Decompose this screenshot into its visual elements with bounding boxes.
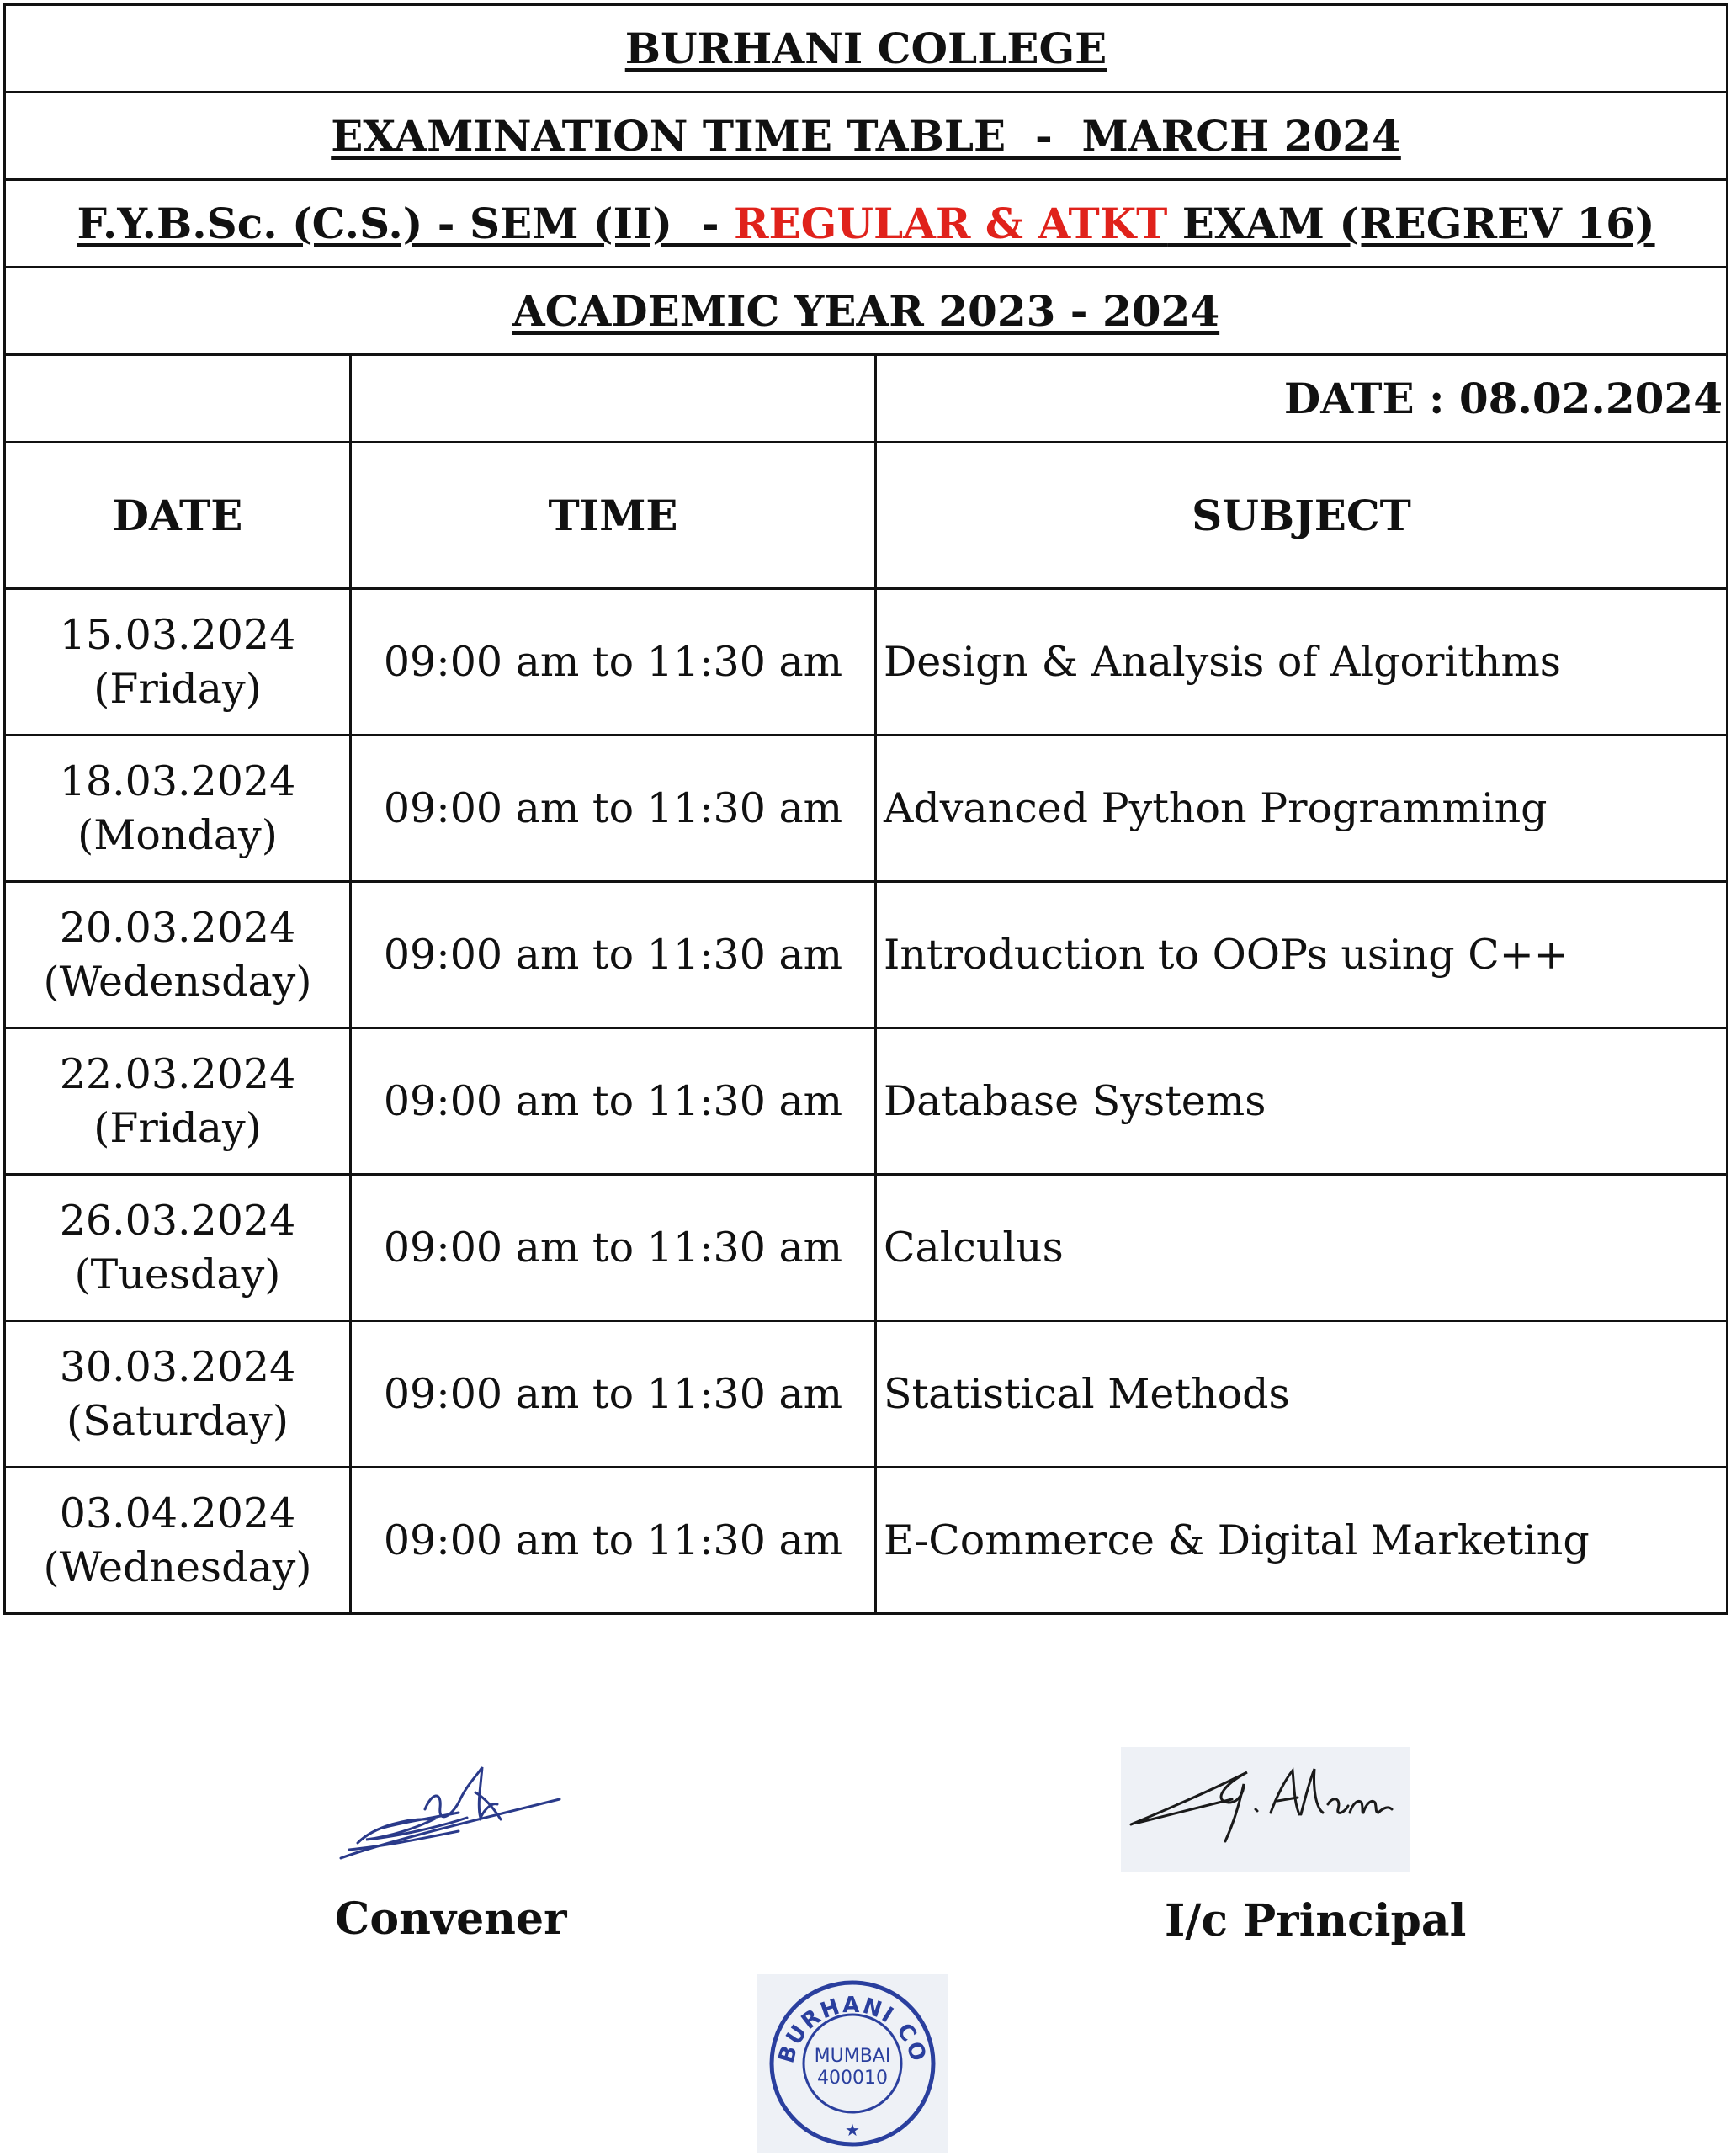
seal-pin: 400010	[817, 2068, 888, 2089]
exam-subject: Design & Analysis of Algorithms	[876, 589, 1728, 735]
exam-date: 18.03.2024	[59, 757, 296, 805]
exam-day: (Friday)	[93, 664, 262, 713]
table-row	[5, 1468, 1728, 1614]
academic-year: ACADEMIC YEAR 2023 - 2024	[5, 268, 1728, 355]
timetable	[3, 3, 1728, 1615]
exam-date: 30.03.2024	[59, 1342, 296, 1391]
exam-day: (Wedensday)	[43, 957, 312, 1006]
seal-star-icon: ★	[845, 2120, 860, 2140]
college-seal	[757, 1974, 948, 2153]
seal-city: MUMBAI	[814, 2046, 891, 2067]
exam-title: EXAMINATION TIME TABLE - MARCH 2024	[5, 93, 1728, 180]
exam-time: 09:00 am to 11:30 am	[351, 735, 876, 882]
table-row	[5, 1028, 1728, 1175]
exam-date: 26.03.2024	[59, 1196, 296, 1245]
exam-date: 20.03.2024	[59, 903, 296, 952]
convener-signature	[332, 1759, 568, 1868]
exam-date-cell	[5, 589, 351, 735]
table-row	[5, 1321, 1728, 1468]
col-header-time: TIME	[351, 443, 876, 589]
exam-time: 09:00 am to 11:30 am	[351, 1468, 876, 1614]
exam-day: (Tuesday)	[74, 1250, 281, 1298]
exam-day: (Monday)	[77, 810, 278, 859]
exam-date-cell	[5, 735, 351, 882]
exam-date: 03.04.2024	[59, 1489, 296, 1537]
exam-subject: E-Commerce & Digital Marketing	[876, 1468, 1728, 1614]
exam-day: (Wednesday)	[43, 1543, 312, 1591]
exam-subject: Database Systems	[876, 1028, 1728, 1175]
col-header-date: DATE	[5, 443, 351, 589]
seal-arc-text: BURHANI CO	[773, 1992, 932, 2066]
exam-time: 09:00 am to 11:30 am	[351, 589, 876, 735]
course-prefix: F.Y.B.Sc. (C.S.) - SEM (II) -	[77, 199, 734, 248]
exam-subject: Calculus	[876, 1175, 1728, 1321]
blank-cell	[351, 355, 876, 443]
course-line	[5, 180, 1728, 268]
exam-time: 09:00 am to 11:30 am	[351, 1321, 876, 1468]
table-row	[5, 589, 1728, 735]
exam-subject: Advanced Python Programming	[876, 735, 1728, 882]
exam-date: 15.03.2024	[59, 610, 296, 659]
exam-time: 09:00 am to 11:30 am	[351, 882, 876, 1028]
exam-date: 22.03.2024	[59, 1049, 296, 1098]
col-header-subject: SUBJECT	[876, 443, 1728, 589]
principal-signature	[1121, 1747, 1410, 1872]
blank-cell	[5, 355, 351, 443]
college-name: BURHANI COLLEGE	[5, 5, 1728, 93]
exam-date-cell	[5, 882, 351, 1028]
exam-subject: Introduction to OOPs using C++	[876, 882, 1728, 1028]
exam-day: (Saturday)	[66, 1396, 289, 1445]
convener-label: Convener	[335, 1893, 567, 1945]
principal-label: I/c Principal	[1165, 1895, 1467, 1946]
exam-time: 09:00 am to 11:30 am	[351, 1175, 876, 1321]
table-row	[5, 882, 1728, 1028]
course-suffix: EXAM (REGREV 16)	[1167, 199, 1655, 248]
issue-date: DATE : 08.02.2024	[876, 355, 1728, 443]
exam-date-cell	[5, 1321, 351, 1468]
table-row	[5, 735, 1728, 882]
exam-date-cell	[5, 1028, 351, 1175]
exam-date-cell	[5, 1468, 351, 1614]
table-row	[5, 1175, 1728, 1321]
exam-day: (Friday)	[93, 1103, 262, 1152]
exam-time: 09:00 am to 11:30 am	[351, 1028, 876, 1175]
exam-date-cell	[5, 1175, 351, 1321]
course-highlight: REGULAR & ATKT	[734, 199, 1168, 248]
exam-subject: Statistical Methods	[876, 1321, 1728, 1468]
